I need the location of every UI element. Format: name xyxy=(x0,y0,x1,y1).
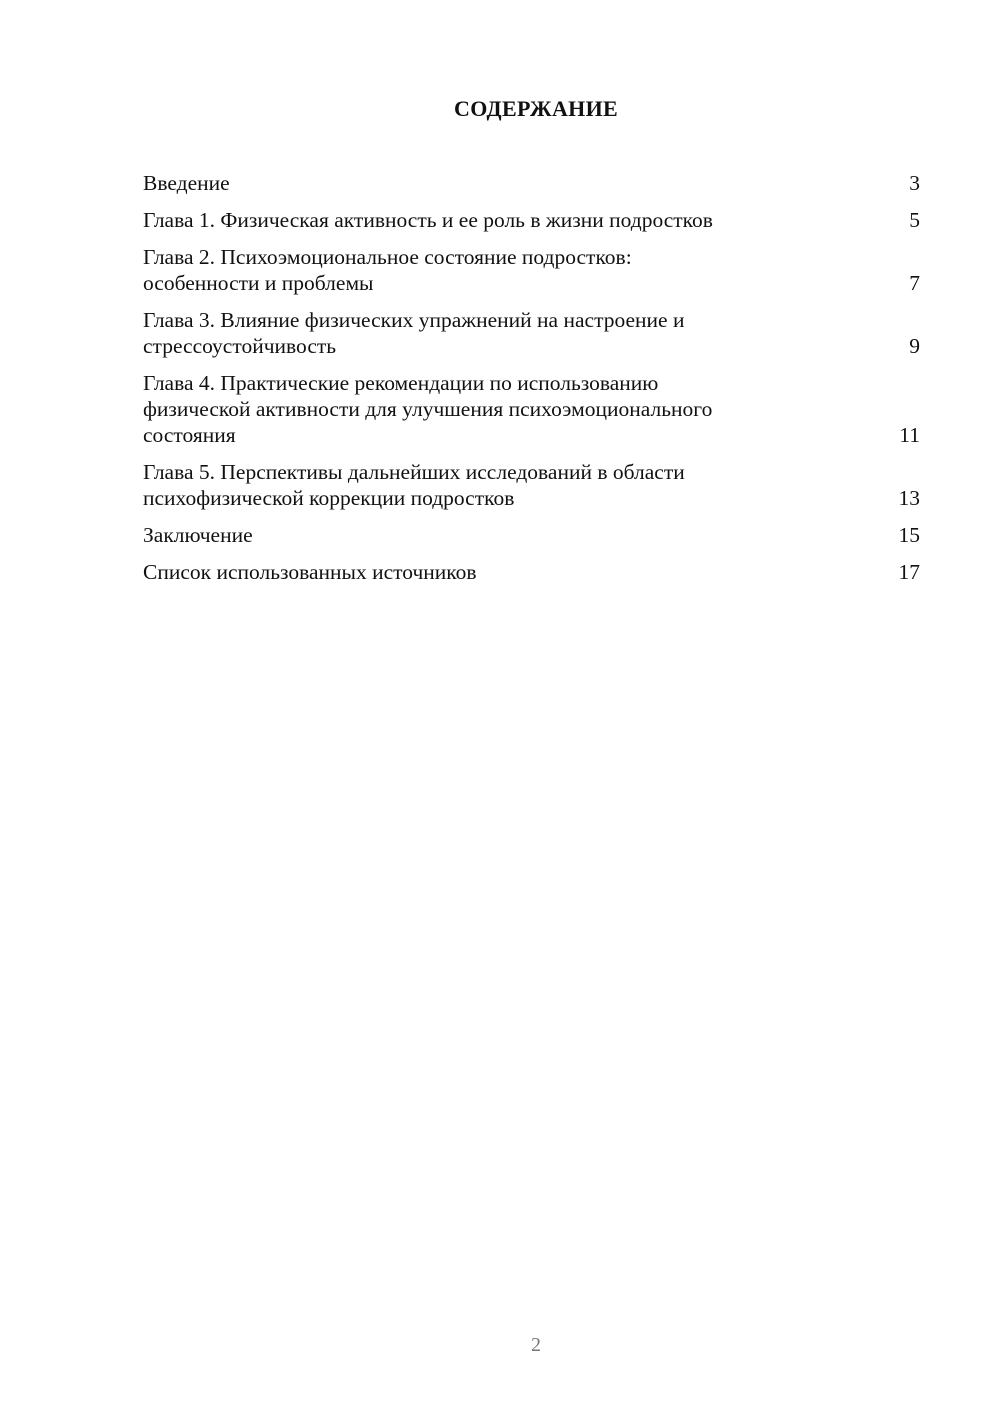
toc-entry-title-line: Список использованных источников xyxy=(143,560,477,584)
toc-entry-introduction xyxy=(143,170,920,196)
toc-entry-title-line: Глава 4. Практические рекомендации по использованию xyxy=(143,371,659,395)
toc-entry-page-number: 13 xyxy=(898,486,920,510)
toc-entry-title xyxy=(143,522,892,548)
toc-entry-title-line: Глава 1. Физическая активность и ее роль в жизни подростков xyxy=(143,208,713,232)
page-footer-number: 2 xyxy=(531,1334,541,1356)
toc-entry-conclusion xyxy=(143,522,920,548)
toc-entry-page-number: 15 xyxy=(898,523,920,547)
toc-entry-chapter-3 xyxy=(143,307,920,359)
toc-entry-title-line: Глава 5. Перспективы дальнейших исследований в области xyxy=(143,460,685,484)
toc-entry-title-line: Глава 3. Влияние физических упражнений на настроение и xyxy=(143,308,685,332)
toc-entry-title xyxy=(143,559,892,585)
toc-entry-page-number: 17 xyxy=(898,560,920,584)
toc-entry-page-number: 7 xyxy=(909,271,920,295)
toc-entry-title-line: Введение xyxy=(143,171,230,195)
toc-entry-title xyxy=(143,307,892,359)
toc-entry-title xyxy=(143,459,892,511)
toc-entry-page-number: 9 xyxy=(909,334,920,358)
toc-entry-page-number: 5 xyxy=(909,208,920,232)
toc-entry-references xyxy=(143,559,920,585)
toc-entry-title xyxy=(143,370,892,448)
toc-entry-chapter-1 xyxy=(143,207,920,233)
toc-entry-title-line: особенности и проблемы xyxy=(143,271,374,295)
toc-entry-title xyxy=(143,207,892,233)
toc-entry-title-line: Заключение xyxy=(143,523,253,547)
toc-entry-title-line: психофизической коррекции подростков xyxy=(143,486,515,510)
toc-entry-page-number: 3 xyxy=(909,171,920,195)
toc-entry-title xyxy=(143,170,892,196)
toc-entry-title-line: Глава 2. Психоэмоциональное состояние подростков: xyxy=(143,245,632,269)
toc-entry-title-line: физической активности для улучшения психоэмоционального xyxy=(143,397,713,421)
page-title: СОДЕРЖАНИЕ xyxy=(454,96,618,121)
toc-entry-title xyxy=(143,244,892,296)
toc-entry-title-line: стрессоустойчивость xyxy=(143,334,337,358)
toc-entry-chapter-2 xyxy=(143,244,920,296)
toc-entry-title-line: состояния xyxy=(143,423,236,447)
table-of-contents xyxy=(143,170,920,596)
toc-entry-page-number: 11 xyxy=(899,423,920,447)
toc-entry-chapter-4 xyxy=(143,370,920,448)
toc-entry-chapter-5 xyxy=(143,459,920,511)
